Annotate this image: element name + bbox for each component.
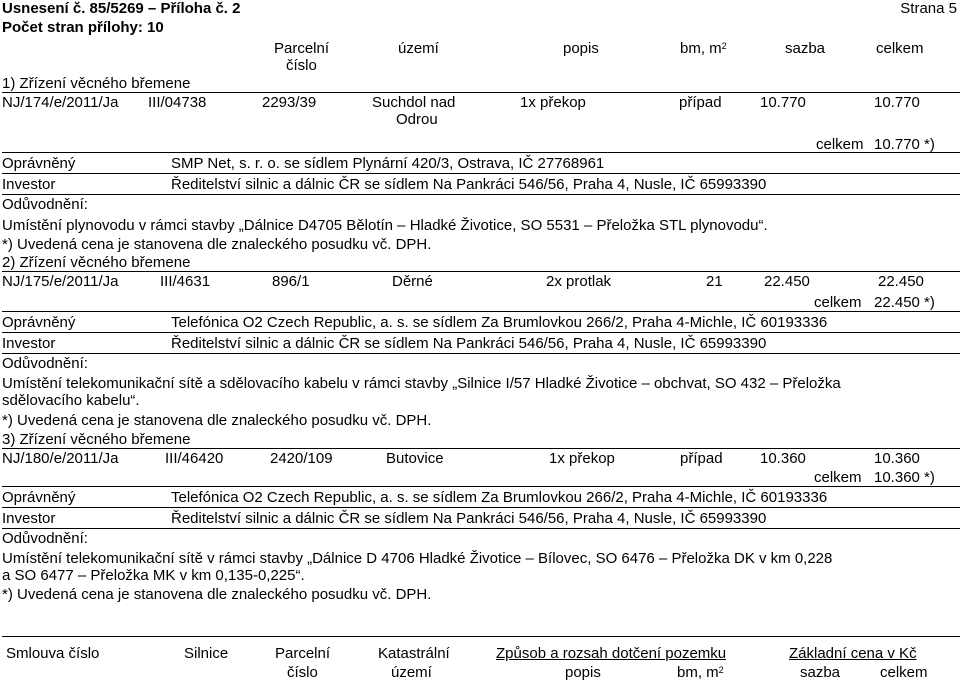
cadastral-area: Butovice bbox=[386, 450, 444, 467]
footer-cadastral-2: území bbox=[391, 664, 432, 681]
price-note: *) Uvedená cena je stanovena dle znaleckého posudku vč. DPH. bbox=[2, 412, 432, 429]
divider bbox=[2, 528, 960, 529]
contract-number: NJ/174/e/2011/Ja bbox=[2, 94, 119, 111]
col-total: celkem bbox=[876, 40, 924, 57]
divider bbox=[2, 271, 960, 272]
total-value: 10.360 *) bbox=[874, 469, 935, 486]
unit: případ bbox=[680, 450, 723, 467]
section-title: 2) Zřízení věcného břemene bbox=[2, 254, 191, 271]
rate: 22.450 bbox=[764, 273, 810, 290]
investor-label: Investor bbox=[2, 335, 56, 352]
amount: 22.450 bbox=[878, 273, 924, 290]
entitled-value: SMP Net, s. r. o. se sídlem Plynární 420/3, Ostrava, IČ 27768961 bbox=[171, 155, 605, 172]
investor-value: Ředitelství silnic a dálnic ČR se sídlem Na Pankráci 546/56, Praha 4, Nusle, IČ 65993390 bbox=[171, 335, 767, 352]
unit: 21 bbox=[706, 273, 723, 290]
total-label: celkem bbox=[816, 136, 864, 153]
unit: případ bbox=[679, 94, 722, 111]
entitled-label: Oprávněný bbox=[2, 489, 76, 506]
entitled-value: Telefónica O2 Czech Republic, a. s. se sídlem Za Brumlovkou 266/2, Praha 4-Michle, IČ 60193336 bbox=[171, 489, 828, 506]
price-note: *) Uvedená cena je stanovena dle znaleckého posudku vč. DPH. bbox=[2, 236, 432, 253]
amount: 10.360 bbox=[874, 450, 920, 467]
divider bbox=[2, 332, 960, 333]
section-title: 1) Zřízení věcného břemene bbox=[2, 75, 191, 92]
investor-value: Ředitelství silnic a dálnic ČR se sídlem Na Pankráci 546/56, Praha 4, Nusle, IČ 65993390 bbox=[171, 176, 767, 193]
footer-base-price: Základní cena v Kč bbox=[789, 645, 917, 662]
col-parcel-2: číslo bbox=[286, 57, 317, 74]
description: 2x protlak bbox=[546, 273, 612, 290]
entitled-value: Telefónica O2 Czech Republic, a. s. se sídlem Za Brumlovkou 266/2, Praha 4-Michle, IČ 60193336 bbox=[171, 314, 828, 331]
footer-rate: sazba bbox=[800, 664, 841, 681]
parcel-number: 2420/109 bbox=[270, 450, 333, 467]
footer-contract-number: Smlouva číslo bbox=[6, 645, 100, 662]
footer-divider bbox=[2, 636, 960, 637]
justification-text: Umístění telekomunikační sítě a sdělovacího kabelu v rámci stavby „Silnice I/57 Hladké Životice – obchvat, SO 432 – Přeložka bbox=[2, 375, 841, 392]
cadastral-area: Suchdol nad bbox=[372, 94, 456, 111]
divider bbox=[2, 311, 960, 312]
investor-label: Investor bbox=[2, 510, 56, 527]
attachment-page-count: Počet stran přílohy: 10 bbox=[2, 19, 164, 36]
description: 1x překop bbox=[520, 94, 586, 111]
contract-number: NJ/180/e/2011/Ja bbox=[2, 450, 119, 467]
total-label: celkem bbox=[814, 294, 862, 311]
footer-scope: Způsob a rozsah dotčení pozemku bbox=[496, 645, 727, 662]
investor-value: Ředitelství silnic a dálnic ČR se sídlem Na Pankráci 546/56, Praha 4, Nusle, IČ 65993390 bbox=[171, 510, 767, 527]
price-note: *) Uvedená cena je stanovena dle znaleckého posudku vč. DPH. bbox=[2, 586, 432, 603]
rate: 10.360 bbox=[760, 450, 806, 467]
col-area: území bbox=[398, 40, 439, 57]
parcel-number: 896/1 bbox=[272, 273, 310, 290]
justification-label: Odůvodnění: bbox=[2, 530, 88, 547]
justification-label: Odůvodnění: bbox=[2, 196, 88, 213]
footer-road: Silnice bbox=[184, 645, 229, 662]
entitled-label: Oprávněný bbox=[2, 155, 76, 172]
divider bbox=[2, 92, 960, 93]
justification-text: Umístění telekomunikační sítě v rámci stavby „Dálnice D 4706 Hladké Životice – Bílovec, SO 6476 – Přeložka DK v km 0,228 bbox=[2, 550, 833, 567]
divider bbox=[2, 507, 960, 508]
divider bbox=[2, 486, 960, 487]
road-number: III/46420 bbox=[165, 450, 224, 467]
amount: 10.770 bbox=[874, 94, 920, 111]
divider bbox=[2, 152, 960, 153]
investor-label: Investor bbox=[2, 176, 56, 193]
resolution-title: Usnesení č. 85/5269 – Příloha č. 2 bbox=[2, 0, 241, 17]
justification-text: Umístění plynovodu v rámci stavby „Dálnice D4705 Bělotín – Hladké Životice, SO 5531 – Přeložka STL plynovodu“. bbox=[2, 217, 768, 234]
page-number: Strana 5 bbox=[900, 0, 957, 17]
justification-text-2: a SO 6477 – Přeložka MK v km 0,135-0,225“. bbox=[2, 567, 305, 584]
footer-parcel-2: číslo bbox=[287, 664, 318, 681]
road-number: III/4631 bbox=[160, 273, 211, 290]
parcel-number: 2293/39 bbox=[262, 94, 317, 111]
divider bbox=[2, 194, 960, 195]
divider bbox=[2, 448, 960, 449]
divider bbox=[2, 173, 960, 174]
footer-total: celkem bbox=[880, 664, 928, 681]
cadastral-area-2: Odrou bbox=[396, 111, 438, 128]
col-desc: popis bbox=[563, 40, 599, 57]
cadastral-area: Děrné bbox=[392, 273, 433, 290]
total-value: 22.450 *) bbox=[874, 294, 935, 311]
total-label: celkem bbox=[814, 469, 862, 486]
road-number: III/04738 bbox=[148, 94, 207, 111]
divider bbox=[2, 353, 960, 354]
footer-parcel: Parcelní bbox=[275, 645, 331, 662]
footer-bm: bm, $m^2$ bbox=[677, 664, 724, 681]
total-value: 10.770 *) bbox=[874, 136, 935, 153]
entitled-label: Oprávněný bbox=[2, 314, 76, 331]
justification-label: Odůvodnění: bbox=[2, 355, 88, 372]
col-parcel: Parcelní bbox=[274, 40, 330, 57]
rate: 10.770 bbox=[760, 94, 806, 111]
col-bm: bm, $m^2$ bbox=[680, 40, 727, 57]
footer-desc: popis bbox=[565, 664, 601, 681]
col-rate: sazba bbox=[785, 40, 826, 57]
description: 1x překop bbox=[549, 450, 615, 467]
section-title: 3) Zřízení věcného břemene bbox=[2, 431, 191, 448]
contract-number: NJ/175/e/2011/Ja bbox=[2, 273, 119, 290]
footer-cadastral: Katastrální bbox=[378, 645, 450, 662]
justification-text-2: sdělovacího kabelu“. bbox=[2, 392, 140, 409]
